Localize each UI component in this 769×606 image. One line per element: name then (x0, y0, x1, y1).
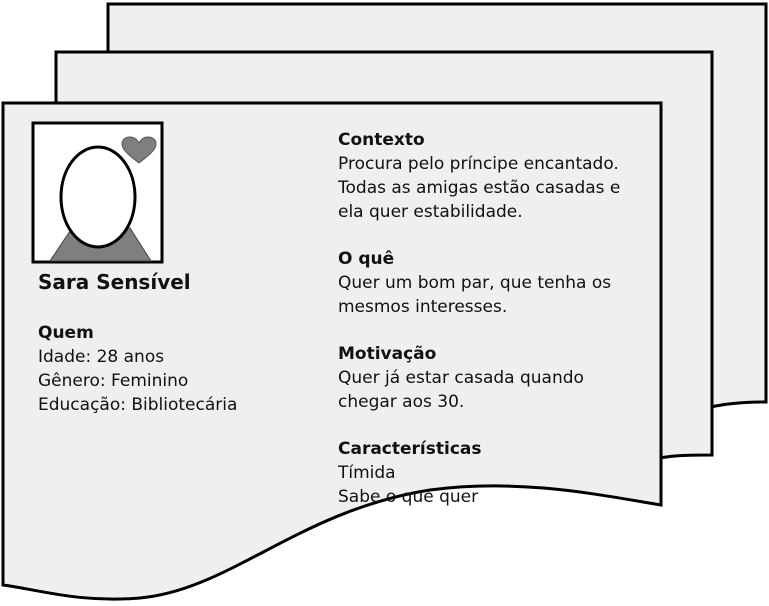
motivacao-line-1: Quer já estar casada quando (338, 368, 584, 388)
quem-heading: Quem (38, 323, 94, 343)
caracteristicas-heading: Características (338, 439, 482, 459)
motivacao-heading: Motivação (338, 344, 437, 364)
persona-name: Sara Sensível (38, 270, 191, 294)
quem-gender: Gênero: Feminino (38, 371, 189, 391)
contexto-line-3: ela quer estabilidade. (338, 202, 523, 222)
quem-education: Educação: Bibliotecária (38, 395, 238, 415)
contexto-heading: Contexto (338, 130, 425, 150)
caracteristicas-line-1: Tímida (338, 463, 396, 483)
quem-age: Idade: 28 anos (38, 347, 165, 367)
contexto-line-2: Todas as amigas estão casadas e (338, 178, 621, 198)
o-que-line-1: Quer um bom par, que tenha os (338, 273, 612, 293)
avatar (33, 123, 162, 262)
caracteristicas-line-2: Sabe o que quer (338, 487, 479, 507)
o-que-heading: O quê (338, 249, 395, 269)
motivacao-line-2: chegar aos 30. (338, 392, 465, 412)
contexto-line-1: Procura pelo príncipe encantado. (338, 154, 619, 174)
o-que-line-2: mesmos interesses. (338, 297, 508, 317)
avatar-icon (61, 147, 135, 247)
